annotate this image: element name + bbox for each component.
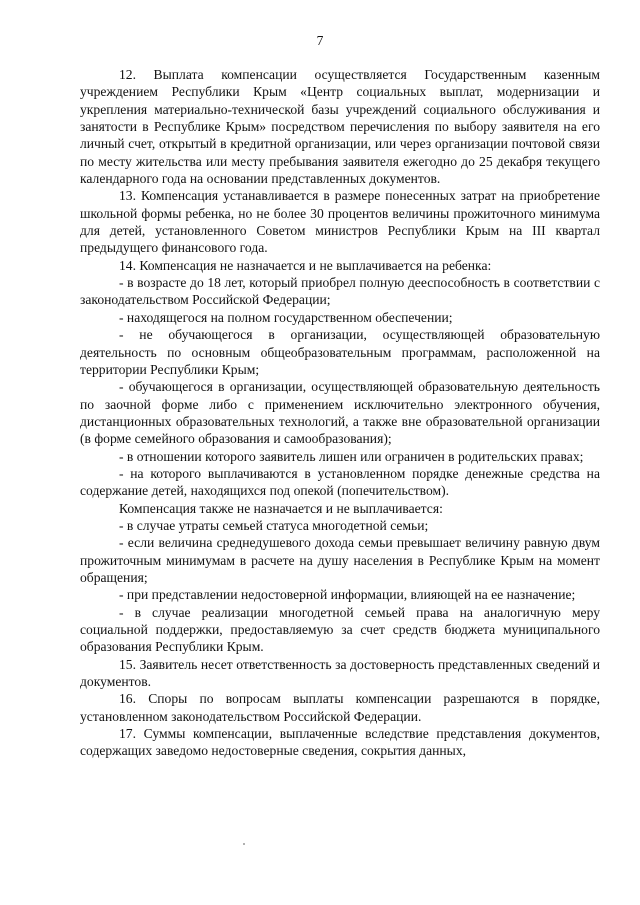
paragraph-17: 17. Суммы компенсации, выплаченные вследствие представления документов, содержащих заведомо недостоверные сведения, сокрытия данных, xyxy=(80,726,600,759)
list-item: - находящегося на полном государственном обеспечении; xyxy=(119,309,453,325)
list-item: - не обучающегося в организации, осуществляющей образовательную деятельность по основным общеобразовательным программам, расположенной на территории Республики Крым; xyxy=(80,327,600,377)
list-item: - на которого выплачиваются в установленном порядке денежные средства на содержание детей, находящихся под опекой (попечительством). xyxy=(80,465,600,499)
paragraph-16: 16. Споры по вопросам выплаты компенсации разрешаются в порядке, установленном законодательством Российской Федерации. xyxy=(80,691,600,724)
list-item: - если величина среднедушевого дохода семьи превышает величину равную двум прожиточным минимумам в расчете на душу населения в Республике Крым на момент обращения; xyxy=(80,535,600,585)
list-item: - при представлении недостоверной информации, влияющей на ее назначение; xyxy=(119,587,576,603)
document-body xyxy=(80,66,600,760)
list-item: - в возрасте до 18 лет, который приобрел полную дееспособность в соответствии с законодательством Российской Федерации; xyxy=(80,275,600,308)
list-item: - в случае реализации многодетной семьей права на аналогичную меру социальной поддержки, предоставляемую за счет средств бюджета муниципального образования Республики Крым. xyxy=(80,604,600,655)
scan-dot xyxy=(243,843,245,845)
list-item: - обучающегося в организации, осуществляющей образовательную деятельность по заочной форме либо с применением исключительно электронного обучения, дистанционных образовательных технологий, а также вне образовательной организации (в форме семейного образования и самообразования); xyxy=(80,379,600,447)
list-item: - в отношении которого заявитель лишен или ограничен в родительских правах; xyxy=(119,448,584,464)
paragraph-13: 13. Компенсация устанавливается в размере понесенных затрат на приобретение школьной формы ребенка, но не более 30 процентов величины прожиточного минимума для детей, установленного Советом министров Республики Крым на III квартал предыдущего финансового года. xyxy=(80,188,600,256)
paragraph-compensation-not-assigned: Компенсация также не назначается и не выплачивается: xyxy=(119,500,443,516)
list-item: - в случае утраты семьей статуса многодетной семьи; xyxy=(119,517,429,533)
paragraph-15: 15. Заявитель несет ответственность за достоверность представленных сведений и документов. xyxy=(80,656,600,690)
paragraph-14: 14. Компенсация не назначается и не выплачивается на ребенка: xyxy=(119,257,492,273)
page-number: 7 xyxy=(316,33,324,48)
paragraph-12: 12. Выплата компенсации осуществляется Государственным казенным учреждением Республики Крым «Центр социальных выплат, модернизации и укрепления материально-технической базы учреждений социального обслуживания и занятости в Республике Крым» посредством перечисления по выбору заявителя на его личный счет, открытый в кредитной организации, или через организации почтовой связи по месту жительства или месту пребывания заявителя ежегодно до 25 декабря текущего календарного года на основании представленных документов. xyxy=(80,67,600,187)
